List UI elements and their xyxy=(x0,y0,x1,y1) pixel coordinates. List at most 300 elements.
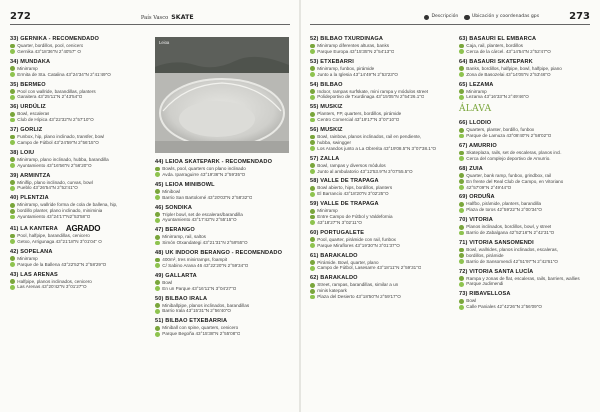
location-line xyxy=(10,185,150,191)
description-icon xyxy=(310,186,315,191)
entry-number: 40) xyxy=(10,195,19,202)
entry-text: Calle Paniales 42°42'26"N 2°56'09"O xyxy=(466,304,542,310)
entry-text: Bowl, rampas y diversos módulos xyxy=(317,162,386,168)
entry-text: Polideportivo de Txurdinaga 43°15'05"N 2°54'26.1"O xyxy=(317,94,425,100)
entry-title xyxy=(459,82,593,89)
entry-title xyxy=(10,82,150,89)
entry-title xyxy=(10,150,150,157)
entry-text: Minibowl xyxy=(162,188,181,194)
description-icon xyxy=(155,258,160,263)
description-icon xyxy=(10,209,15,214)
entry-text: Avda. Iparraguirre 43°19'36"N 2°59'35"O xyxy=(162,171,246,177)
location-line xyxy=(459,185,593,191)
entry-text: Parque de Lamuza 43°08'40"N 2°58'02"O xyxy=(466,133,552,139)
entry-name: BILBAO xyxy=(320,81,343,88)
entry-name: RIBAVELLOSA xyxy=(469,291,511,298)
entry-text: Gernika 43°18'36"N 2°40'57" O xyxy=(17,48,81,54)
skatepark-entry xyxy=(310,253,450,272)
location-icon xyxy=(10,239,15,244)
entry-text: Parque de la Ballena 43°22'52"N 2°58'29"O xyxy=(17,261,107,267)
description-icon xyxy=(155,167,160,172)
entry-number: 41) xyxy=(10,226,19,233)
description-icon xyxy=(155,303,160,308)
skatepark-entry xyxy=(155,250,293,269)
entry-text: Caja, rail, planters, bordillos xyxy=(466,43,523,48)
skatepark-entry xyxy=(310,36,450,55)
entry-title xyxy=(310,127,450,134)
entry-text: Pirámide. Bowl, quarter, plano xyxy=(317,259,379,265)
location-line xyxy=(10,262,150,268)
entry-title xyxy=(310,178,450,185)
description-icon xyxy=(155,235,160,240)
section-title: País Vasco xyxy=(140,15,169,21)
entry-number: 45) xyxy=(155,181,164,188)
description-icon xyxy=(459,151,464,156)
entry-name: LA KANTERA xyxy=(20,226,58,233)
entry-text: Pool con wallride, barandillas, planters xyxy=(17,88,96,94)
location-icon xyxy=(459,72,464,77)
entry-title xyxy=(10,59,150,66)
entry-name: BILBAO IRALA xyxy=(165,295,208,302)
entry-number: 70) xyxy=(459,217,468,224)
location-icon xyxy=(310,220,315,225)
column-4 xyxy=(459,36,593,314)
skatepark-entry xyxy=(459,82,593,101)
entry-name: ZALLA xyxy=(320,155,340,162)
entry-text: En frente del Real Club de Campo, en Vitoriano xyxy=(466,178,564,184)
entry-number: 37) xyxy=(10,127,19,134)
entry-number: 48) xyxy=(155,250,164,257)
entry-name: BILBAO TXURDINAGA xyxy=(320,36,384,42)
column-1 xyxy=(10,36,150,294)
location-icon xyxy=(459,231,464,236)
entry-title xyxy=(310,82,450,89)
entry-name: VALLE DE TRAPAGA xyxy=(320,178,379,185)
entry-text: Parque Miraflores 43°19'30"N 3°01'37"O xyxy=(317,242,400,248)
description-icon xyxy=(310,289,315,294)
skatepark-entry xyxy=(459,269,593,288)
description-icon xyxy=(310,215,315,220)
entry-name: BERANGO xyxy=(165,227,195,234)
entry-name: LLODIO xyxy=(469,120,492,127)
entry-title xyxy=(155,273,293,280)
location-icon xyxy=(464,15,470,21)
location-icon xyxy=(310,169,315,174)
entry-title xyxy=(310,230,450,237)
description-icon xyxy=(10,256,15,261)
skatepark-entry xyxy=(459,194,593,213)
skatepark-entry xyxy=(310,275,450,299)
entry-name: GALLARTA xyxy=(165,272,197,279)
location-line xyxy=(155,195,293,201)
entry-text: Funbox, hip, plano inclinado, transfer, bowl xyxy=(17,134,105,140)
location-line xyxy=(310,243,450,249)
description-icon xyxy=(310,140,315,145)
entry-name: PORTUGALETE xyxy=(320,229,365,236)
region-heading: ÁLAVA xyxy=(459,104,492,115)
entry-name: BASAURI EL EMBARCA xyxy=(469,36,537,42)
entry-name: GORLIZ xyxy=(20,127,43,134)
entry-text: Pool, quarter, pirámide con rail, funbox xyxy=(317,236,396,242)
entry-number: 55) xyxy=(310,104,319,111)
entry-text: Plaza del Desierto 43°18'50"N 2°59'17"O xyxy=(317,294,401,299)
description-icon xyxy=(10,157,15,162)
entry-text: Bowl, escaleras xyxy=(17,111,50,117)
entry-number: 60) xyxy=(310,229,319,236)
entry-title xyxy=(155,227,293,234)
entry-text: Planters, FP, quarters, bordillos, pirámide xyxy=(317,111,402,117)
entry-name: LAS ARENAS xyxy=(20,271,58,278)
entry-number: 71) xyxy=(459,240,468,247)
entry-number: 35) xyxy=(10,81,19,88)
skatepark-entry xyxy=(310,178,450,197)
legend-description: Descripción xyxy=(431,13,459,19)
entry-title xyxy=(459,120,593,127)
entry-name: ORDUÑA xyxy=(469,194,495,201)
entry-number: 72) xyxy=(459,268,468,275)
description-icon xyxy=(310,66,315,71)
entry-text: C/ Sabino Arana 46 43°22'20"N 2°59'34"O xyxy=(162,262,249,268)
location-line xyxy=(310,220,450,226)
entry-name: LEZAMA xyxy=(469,81,494,88)
entry-name: ARMINTZA xyxy=(20,172,51,179)
description-icon xyxy=(10,135,15,140)
skatepark-photo xyxy=(155,37,289,153)
location-line xyxy=(10,94,150,100)
description-icon xyxy=(155,212,160,217)
entry-text: Skateplaza, rails, set de escaleras, planos incl. xyxy=(466,150,562,156)
skatepark-entry xyxy=(10,249,150,268)
location-line xyxy=(459,207,593,213)
location-line xyxy=(459,133,593,139)
location-icon xyxy=(10,72,15,77)
skatepark-entry xyxy=(459,217,593,236)
description-icon xyxy=(310,112,315,117)
location-line xyxy=(310,72,450,78)
entry-text: Lezama 43°16'33"N 2°49'46"O xyxy=(466,94,529,100)
entry-name: AMURRIO xyxy=(469,143,497,150)
location-line xyxy=(10,284,150,290)
location-icon xyxy=(155,309,160,314)
entry-text: Club de Hípica 43°22'32"N 2°57'10"O xyxy=(17,117,94,123)
entry-number: 52) xyxy=(310,36,319,42)
entry-number: 56) xyxy=(310,127,319,134)
entry-text: Minirramp, plano inclinado, hubba, barandilla xyxy=(17,156,109,162)
description-icon xyxy=(459,89,464,94)
entry-title xyxy=(155,250,293,257)
location-line xyxy=(459,156,593,162)
location-icon xyxy=(310,266,315,271)
entry-name: MUSKIZ xyxy=(320,104,343,111)
entry-name: LOIU xyxy=(20,149,35,156)
entry-text: Minirramp xyxy=(466,88,487,94)
location-icon xyxy=(10,118,15,123)
location-icon xyxy=(459,282,464,287)
location-icon xyxy=(459,156,464,161)
entry-number: 66) xyxy=(459,120,468,127)
entry-name: VITORIA SANSOMENDI xyxy=(469,240,534,247)
location-icon xyxy=(310,49,315,54)
location-line xyxy=(310,265,450,271)
location-icon xyxy=(310,243,315,248)
entry-text: Bowl, rainbow, planos inclinados, rail en pendiente, xyxy=(317,134,422,140)
entry-text: Garaitera 43°25'11"N 2°43'54"O xyxy=(17,94,83,100)
location-icon xyxy=(155,218,160,223)
entry-number: 44) xyxy=(155,159,164,165)
entry-text: Street, rampas, barandillas, similar a un xyxy=(317,282,399,288)
entry-number: 42) xyxy=(10,248,19,255)
entry-text: Zona de Basozelai 43°14'05"N 2°53'46"O xyxy=(466,71,551,77)
description-icon xyxy=(310,283,315,288)
entry-text: Quarter, bordillos, pool, cenicero xyxy=(17,43,84,48)
skatepark-entry xyxy=(310,82,450,101)
location-icon xyxy=(10,163,15,168)
legend xyxy=(418,14,539,20)
entry-name: BERMEO xyxy=(20,81,46,88)
entry-title xyxy=(459,166,593,173)
description-icon xyxy=(459,44,464,49)
entry-name: BARAKALDO xyxy=(320,275,358,282)
entry-number: 43) xyxy=(10,271,19,278)
entry-text: Minirramp, wallride forma de cola de ballena, hip, xyxy=(17,202,118,208)
skatepark-entry xyxy=(310,127,450,151)
description-icon xyxy=(10,112,15,117)
location-icon xyxy=(310,192,315,197)
skatepark-entry xyxy=(155,205,293,224)
entry-text: Bowl abierto, hips, bordillos, planters xyxy=(317,185,393,191)
description-icon xyxy=(155,280,160,285)
entry-number: 39) xyxy=(10,172,19,179)
entry-text: Miniflip, plano inclinado, curvas, bowl xyxy=(17,179,93,185)
entry-name: SONDIKA xyxy=(165,204,193,211)
entry-text: Triple! bowl, set de escaleras/barandilla xyxy=(162,211,243,217)
location-icon xyxy=(459,49,464,54)
entry-title xyxy=(155,159,293,166)
skatepark-entry xyxy=(310,59,450,78)
entry-title xyxy=(310,275,450,282)
location-line xyxy=(10,72,150,78)
skatepark-entry xyxy=(155,296,293,315)
entry-text: Cerca del complejo deportivo de Amurrio. xyxy=(466,155,551,161)
entry-number: 38) xyxy=(10,149,19,156)
entry-text: 43°18'27"N 3°02'11"O xyxy=(317,219,362,225)
entry-number: 49) xyxy=(155,272,164,279)
description-icon xyxy=(310,89,315,94)
description-icon xyxy=(310,44,315,49)
entry-text: Pueblo 43°26'54"N 2°52'41"O xyxy=(17,185,78,191)
entry-text: 400m², tres minirramps, foampit xyxy=(162,257,228,263)
skatepark-entry xyxy=(10,127,150,146)
location-line xyxy=(310,146,450,152)
description-icon xyxy=(459,173,464,178)
location-icon xyxy=(310,95,315,100)
location-line xyxy=(459,94,593,100)
entry-text: Minirramp xyxy=(17,255,38,261)
description-icon xyxy=(459,179,464,184)
entry-text: Halfpipe, planos inclinados, cenicero xyxy=(17,278,92,284)
entry-title xyxy=(310,253,450,260)
location-line xyxy=(10,214,150,220)
location-line xyxy=(310,117,450,123)
entry-text: Getxo, Arrigunaga 43°21'18"N 3°01'04" O xyxy=(17,238,102,244)
header-rule-right xyxy=(310,24,590,25)
entry-text: Junto a la Iglesia 43°14'49"N 2°53'23"O xyxy=(317,71,399,77)
entry-name: ZUIA xyxy=(469,165,483,172)
skatepark-entry xyxy=(10,272,150,291)
entry-text: Bowl xyxy=(466,298,477,304)
entry-text: Halfbo, pirámide, planters, barandilla xyxy=(466,201,542,207)
entry-name: URDÚLIZ xyxy=(20,104,46,111)
entry-name: LEIOA MINIBOWL xyxy=(165,181,215,188)
entry-title xyxy=(459,269,593,276)
entry-text: En un Parque 43°16'11"N 3°04'27"O xyxy=(162,285,237,291)
column-2 xyxy=(155,159,293,341)
entry-text: Simón Otxandategi 43°21'31"N 2°59'55"O xyxy=(162,240,248,246)
entry-title xyxy=(310,59,450,66)
skatepark-entry xyxy=(155,182,293,201)
description-icon xyxy=(155,326,160,331)
location-line xyxy=(155,240,293,246)
entry-title xyxy=(10,36,150,43)
entry-title xyxy=(155,205,293,212)
entry-name: UK INDOOR BERANGO - RECOMENDADO xyxy=(165,250,283,257)
entry-text: Campo de Fútbol 43°24'59"N 2°56'15"O xyxy=(17,139,99,145)
location-line xyxy=(10,239,150,245)
location-icon xyxy=(10,262,15,267)
entry-name: SOPELANA xyxy=(20,248,53,255)
entry-text: Campo de Fútbol, Lasesarre 43°18'11"N 2°59'31"O xyxy=(317,265,422,271)
description-icon xyxy=(10,66,15,71)
entry-number: 67) xyxy=(459,143,468,150)
entry-name: BARAKALDO xyxy=(320,252,358,259)
description-icon xyxy=(459,299,464,304)
page-fold xyxy=(299,0,301,412)
entry-text: Ayuntamiento 43°24'17"N2°53'58"O xyxy=(17,214,91,220)
description-icon xyxy=(424,15,430,21)
entry-text: El Barrancio 43°18'20"N 3°02'25"O xyxy=(317,191,389,197)
entry-text: Indoor, rampas surfskate, mini rampa y módulos street xyxy=(317,88,429,94)
entry-number: 73) xyxy=(459,291,468,298)
entry-title xyxy=(10,173,150,180)
skatepark-entry xyxy=(155,159,293,178)
skatepark-entry xyxy=(459,291,593,310)
description-icon xyxy=(310,237,315,242)
skatepark-entry xyxy=(310,201,450,225)
location-icon xyxy=(155,286,160,291)
entry-text: Planos inclinados, bordillos, bowl, y street xyxy=(466,224,552,230)
entry-number: 36) xyxy=(10,104,19,111)
entry-text: Barrio de Sansomendi 42°51'97"N 2°42'61"O xyxy=(466,258,558,264)
header-rule-left xyxy=(10,24,290,25)
entry-title xyxy=(459,194,593,201)
entry-text: Ayuntamiento 43°16'56"N 2°56'20"O xyxy=(17,162,92,168)
column-3 xyxy=(310,36,450,304)
location-icon xyxy=(459,185,464,190)
entry-name: MUNDAKA xyxy=(20,58,51,65)
entry-title xyxy=(310,36,450,43)
entry-text: Miniballpipe, planos inclinados, barandillas xyxy=(162,302,250,308)
skatepark-entry xyxy=(155,227,293,246)
entry-text: Pool, halfpipe, barandillas, cenicero xyxy=(17,233,90,239)
entry-title xyxy=(10,127,150,134)
skatepark-entry xyxy=(155,318,293,337)
entry-name: ETXEBARRI xyxy=(320,58,354,65)
location-icon xyxy=(310,72,315,77)
description-icon xyxy=(310,135,315,140)
entry-title xyxy=(10,272,150,279)
entry-title xyxy=(155,318,293,325)
entry-text: Centro Comercial 43°19'17"N 3°07'10"O xyxy=(317,117,400,123)
entry-text: Ermita de Sta. Catalina 43°24'34"N 2°41'49"O xyxy=(17,71,111,77)
entry-name: PLENTZIA xyxy=(20,195,49,202)
description-icon xyxy=(10,44,15,49)
entry-text: Parque Begoña 43°15'38"N 2°55'08"O xyxy=(162,331,241,337)
location-icon xyxy=(155,172,160,177)
location-line xyxy=(155,331,293,337)
entry-number: 54) xyxy=(310,81,319,88)
legend-location: Ubicación y coordenadas gps xyxy=(471,13,540,19)
skatepark-entry xyxy=(10,150,150,169)
location-icon xyxy=(459,208,464,213)
location-line xyxy=(310,191,450,197)
entry-text: Rampa y zonas de flat, escaleras, rails, barriers, wallies xyxy=(466,275,580,281)
entry-name: VITORIA SANTA LUCÍA xyxy=(469,268,534,275)
location-line xyxy=(459,281,593,287)
entry-number: 47) xyxy=(155,227,164,234)
entry-text: Ayuntamiento 43°17'42"N 2°55'15"O xyxy=(162,217,237,223)
location-icon xyxy=(155,332,160,337)
location-line xyxy=(459,230,593,236)
description-icon xyxy=(10,203,15,208)
entry-name: VITORIA xyxy=(469,217,493,224)
entry-text: Bowls, pool, quarters con plano inclinado xyxy=(162,166,246,171)
location-icon xyxy=(10,186,15,191)
location-line xyxy=(310,294,450,300)
entry-number: 51) xyxy=(155,318,164,325)
skatepark-entry xyxy=(459,166,593,190)
location-line xyxy=(155,263,293,269)
entry-text: Bowl, wallrides, planos inclinados, escaleras, xyxy=(466,247,558,253)
entry-number: 61) xyxy=(310,252,319,259)
skatepark-entry xyxy=(310,230,450,249)
location-icon xyxy=(310,118,315,123)
entry-number: 57) xyxy=(310,155,319,162)
entry-text: 42°57'09"N 2°49'44"O xyxy=(466,184,512,190)
entry-text: Minirramp, rail, saltos xyxy=(162,234,206,240)
entry-title xyxy=(10,224,150,233)
entry-number: 65) xyxy=(459,81,468,88)
location-line xyxy=(155,308,293,314)
entry-number: 46) xyxy=(155,204,164,211)
skatepark-entry xyxy=(10,195,150,219)
entry-title xyxy=(10,249,150,256)
location-icon xyxy=(155,195,160,200)
skatepark-entry xyxy=(459,240,593,264)
location-icon xyxy=(155,263,160,268)
entry-title xyxy=(310,104,450,111)
entry-number: 50) xyxy=(155,295,164,302)
entry-text: Plaza de toros 42°59'22"N 2°00'34"O xyxy=(466,207,542,213)
location-line xyxy=(10,49,150,55)
location-icon xyxy=(459,259,464,264)
location-line xyxy=(310,49,450,55)
entry-title xyxy=(155,296,293,303)
location-icon xyxy=(310,146,315,151)
location-icon xyxy=(10,95,15,100)
entry-text: Las Arenas 43°20'42"N 3°01'27"O xyxy=(17,284,87,290)
entry-text: bordillo planter, plano inclinado, miniminia xyxy=(17,208,103,214)
description-icon xyxy=(155,189,160,194)
